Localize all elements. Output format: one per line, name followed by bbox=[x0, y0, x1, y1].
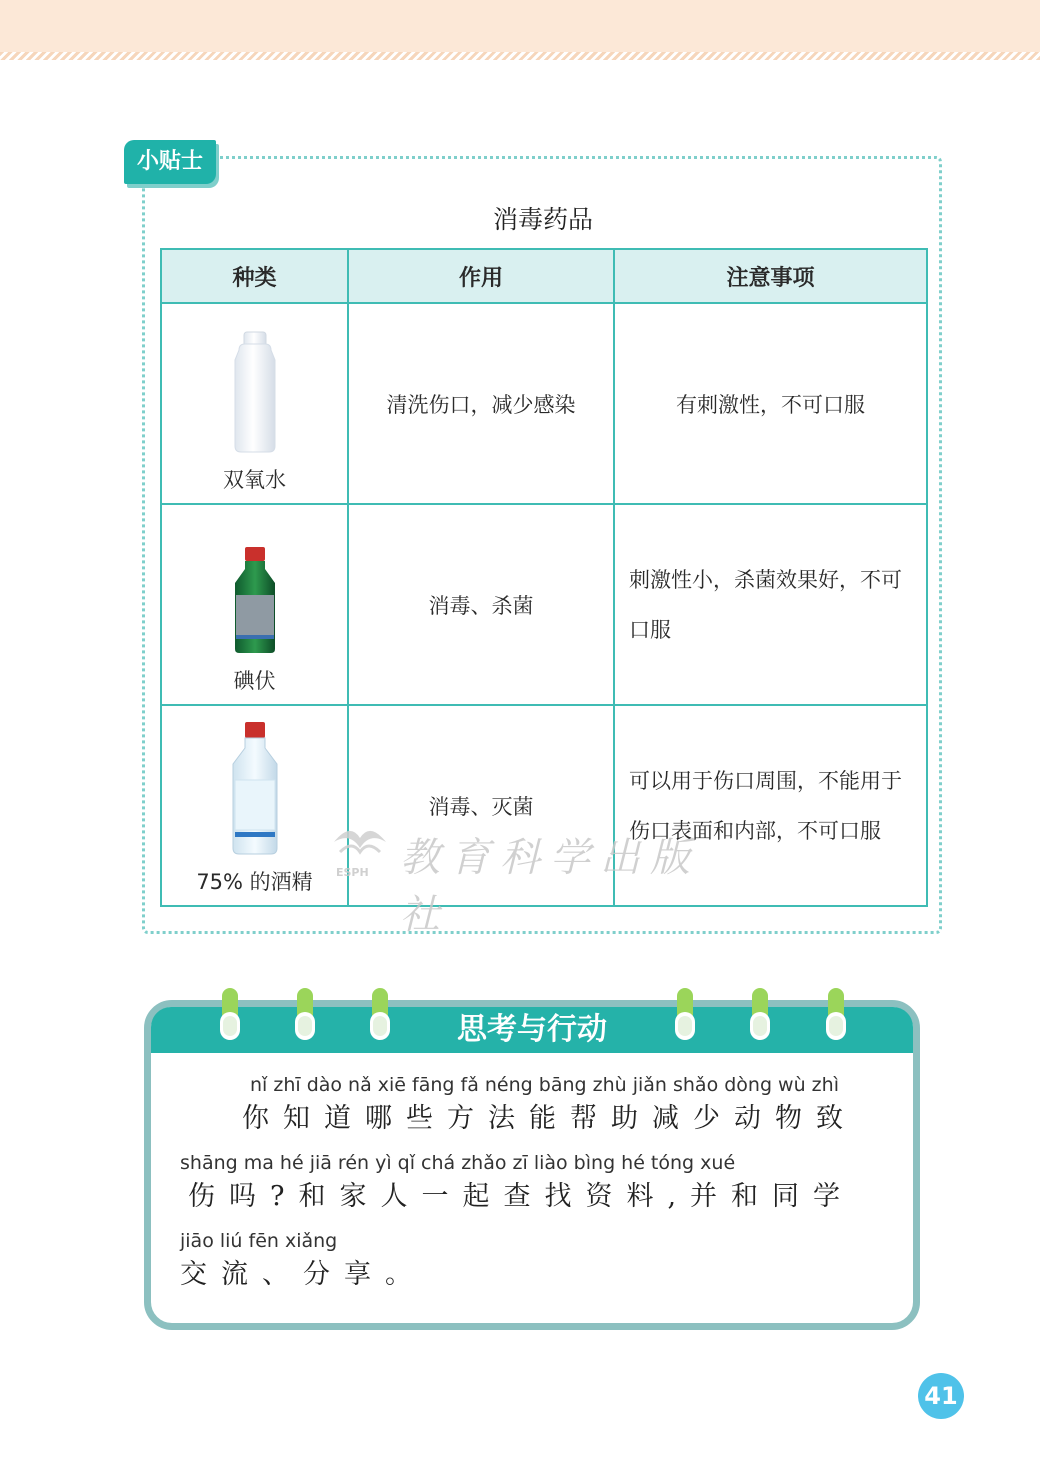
tips-tag: 小贴士 bbox=[124, 140, 216, 184]
watermark-code: ESPH bbox=[336, 866, 369, 879]
drug-name: 碘伏 bbox=[233, 668, 276, 693]
note-cell: 可以用于伤口周围，不能用于伤口表面和内部，不可口服 bbox=[614, 705, 927, 906]
publisher-watermark bbox=[330, 818, 720, 938]
effect-cell: 消毒、灭菌 bbox=[348, 705, 614, 906]
type-cell bbox=[161, 303, 348, 504]
disinfectant-table bbox=[160, 248, 928, 907]
top-stripe bbox=[0, 52, 1040, 60]
binder-ring-icon bbox=[220, 988, 240, 1040]
binder-ring-icon bbox=[750, 988, 770, 1040]
iodophor-bottle-image bbox=[229, 545, 281, 655]
header-effect: 作用 bbox=[348, 249, 614, 303]
hydrogen-peroxide-bottle-image bbox=[229, 330, 281, 454]
page-number-badge: 41 bbox=[918, 1373, 964, 1419]
type-cell bbox=[161, 504, 348, 705]
table-title: 消毒药品 bbox=[492, 205, 593, 234]
binder-ring-icon bbox=[295, 988, 315, 1040]
effect-cell: 消毒、杀菌 bbox=[348, 504, 614, 705]
pinyin-line: nǐ zhī dào nǎ xiē fāng fǎ néng bāng zhù jiǎn shǎo dòng wù zhì bbox=[250, 1074, 839, 1096]
publisher-logo-icon bbox=[330, 818, 390, 866]
top-band bbox=[0, 0, 1040, 52]
header-type: 种类 bbox=[161, 249, 348, 303]
drug-name: 75% 的酒精 bbox=[196, 869, 313, 894]
think-action-title: 思考与行动 bbox=[457, 1012, 607, 1047]
table-row bbox=[161, 303, 927, 504]
hanzi-line: 伤吗?和家人一起查找资料,并和同学 bbox=[188, 1181, 855, 1212]
binder-ring-icon bbox=[370, 988, 390, 1040]
table-header-row bbox=[161, 249, 927, 303]
pinyin-line: shāng ma hé jiā rén yì qǐ chá zhǎo zī liào bìng hé tóng xué bbox=[180, 1152, 736, 1174]
watermark-text: 教育科学出版社 bbox=[400, 835, 700, 938]
note-cell: 刺激性小，杀菌效果好，不可口服 bbox=[614, 504, 927, 705]
table-row bbox=[161, 504, 927, 705]
alcohol-bottle-image bbox=[227, 720, 283, 856]
header-notes: 注意事项 bbox=[614, 249, 927, 303]
hanzi-line: 交流、分享。 bbox=[180, 1259, 426, 1290]
note-cell: 有刺激性，不可口服 bbox=[614, 303, 927, 504]
binder-ring-icon bbox=[675, 988, 695, 1040]
pinyin-line: jiāo liú fēn xiǎng bbox=[180, 1230, 338, 1252]
binder-ring-icon bbox=[826, 988, 846, 1040]
hanzi-line: 你知道哪些方法能帮助减少动物致 bbox=[242, 1103, 857, 1134]
type-cell bbox=[161, 705, 348, 906]
drug-name: 双氧水 bbox=[223, 467, 286, 492]
effect-cell: 清洗伤口，减少感染 bbox=[348, 303, 614, 504]
